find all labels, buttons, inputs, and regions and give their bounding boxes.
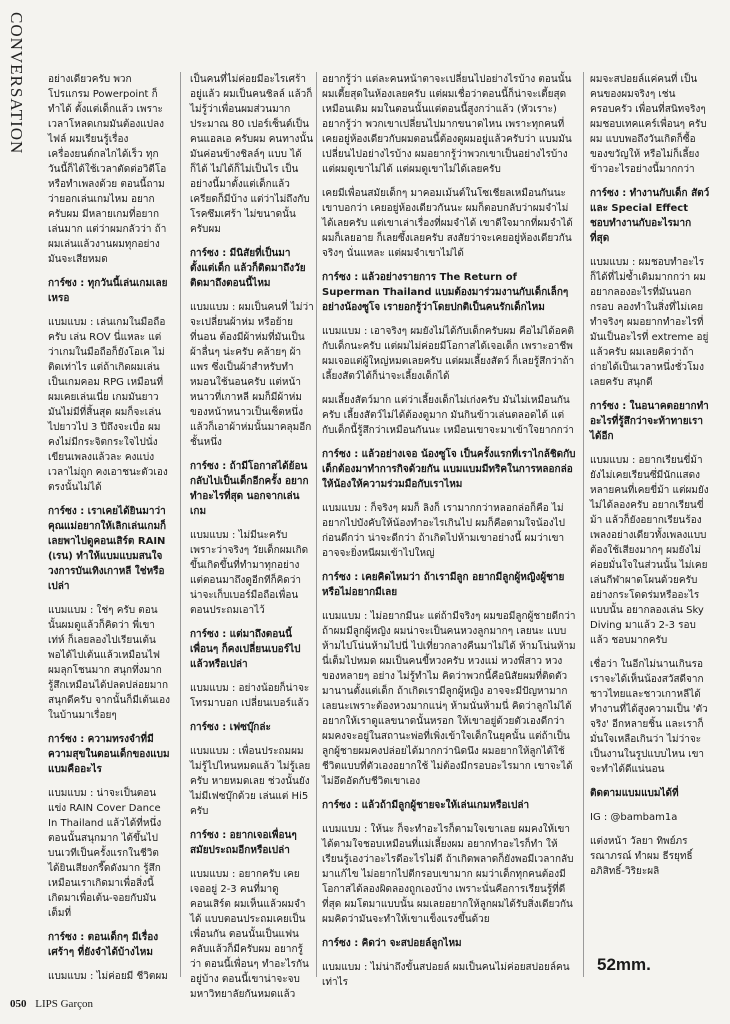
page-number: 050	[10, 998, 27, 1010]
article-paragraph: แบมแบม : ไม่น่าถึงขั้นสปอยล์ ผมเป็นคนไม่ค่อยสปอยล์คนเท่าไร	[322, 962, 570, 988]
interview-question: การ์ซง : มีนิสัยที่เป็นมาตั้งแต่เด็ก แล้วก็ติดมาถึงวัยติดมาถึงตอนนี้ไหม	[190, 248, 306, 289]
interview-question: การ์ซง : แต่มาถึงตอนนี้ เพื่อนๆ ก็คงเปลี่ยนเบอร์ไปแล้วหรือเปล่า	[190, 629, 301, 670]
interview-question: การ์ซง : เราเคยได้ยินมาว่าคุณแม่อยากให้เลิกเล่นเกมก็เลยพาไปดูคอนเสิร์ต RAIN (เรน) ทำให้แบมแบมสนใจวงการบันเทิงเกาหลี ใช่หรือเปล่า	[48, 506, 167, 592]
interview-question: การ์ซง : เฟซบุ๊กล่ะ	[190, 722, 271, 733]
section-label-text: CONVERSATION	[7, 12, 26, 155]
interview-question: การ์ซง : อยากเจอเพื่อนๆ สมัยประถมอีกหรือเปล่า	[190, 830, 297, 856]
article-paragraph: เชื่อว่า ในอีกไม่นานเกินรอ เราจะได้เห็นน้องสวัสดีจากชาวไทยและชาวเกาหลีได้ทำงานที่ได้สูงความเป็น 'ตัวจริง' อีกหลายชิ้น และเราก็มั่นใจเหลือเกินว่า ไม่ว่าจะเป็นงานในรูปแบบไหน เขาจะทำได้ดีแน่นอน	[590, 659, 708, 775]
article-paragraph: แบมแบม : ผมชอบทำอะไรก็ได้ที่ไม่ซ้ำเดิมมากกว่า ผมอยากลองอะไรที่มันนอกกรอบ ลองทำในสิ่งที่ไม่เคยทำจริงๆ ผมอยากทำอะไรที่มันเป็นอะไรที่ extreme อยู่แล้วครับ ผมเลยคิดว่าถ้าถ่ายได้เป็นเวลาหนึ่งชั่วโมงเลยครับ สนุกดี	[590, 257, 709, 388]
interview-question: การ์ซง : คิดว่า จะสปอยล์ลูกไหม	[322, 938, 462, 949]
article-paragraph: แบมแบม : ก็จริงๆ ผมก็ ลิงก็ เรามากกว่าหลอกล่อก็คือ ไม่อยากไปบังคับให้น้องทำอะไรเกินไป ผมก็คือตามใจน้องไปก่อนดีกว่า น่าจะดีกว่า ถ้าเกิดไปห้ามเขาอย่างนี้ ผมว่าเขาอาจจะยิ่งหนีผมเข้าไปใหญ่	[322, 503, 565, 559]
article-paragraph: แบมแบม : ไม่ค่อยมี ชีวิตผม	[48, 971, 168, 982]
interview-question: การ์ซง : ความทรงจำที่มีความสุขในตอนเด็กของแบมแบมคืออะไร	[48, 734, 170, 775]
article-paragraph: แบมแบม : ไม่อยากมีนะ แต่ถ้ามีจริงๆ ผมขอมีลูกผู้ชายดีกว่า ถ้าผมมีลูกผู้หญิง ผมน่าจะเป็นคนหวงลูกมากๆ เลยนะ แบบห้ามไปโน่นห้ามไปนี่ ไปเที่ยวกลางคืนมาไม่ได้ ห้ามโน่นห้ามนี่เต็มไปหมด ผมเป็นคนขี้หวงครับ หวงแม่ หวงพี่สาว หวงของหลายๆ อย่าง ไม่รู้ทำไม คิดว่าพวกนี้คือนิสัยผมที่ติดตัวมานานตั้งแต่เด็ก ถ้าเกิดเรามีลูกผู้หญิง อาจจะมีปัญหามากเลยนะเพราะต้องหวงมากแน่ๆ ห้ามนั่นห้ามนี่ คิดว่าลูกไม่ได้อยากให้เราดูแลขนาดนั้นหรอก ให้เขาอยู่ด้วยตัวเองดีกว่า ผมคงจะอยู่ในสถานะพ่อที่เพิ่งเข้าใจเด็กในยุคนั้น แต่ถ้าเป็นลูกผู้ชายผมคงปล่อยได้มากกว่านิดนึง ผมอยากให้ลูกได้ใช้ชีวิตแบบที่ตัวเองอยากใช้ ไม่ต้องมีกรอบอะไรมาก เขาจะได้ไม่อึดอัดกับชีวิตเขาเอง	[322, 611, 576, 787]
article-paragraph: แบมแบม : อย่างน้อยก็น่าจะโทรมาบอก เปลี่ยนเบอร์แล้ว	[190, 683, 310, 709]
interview-question: การ์ซง : ทำงานกับเด็ก สัตว์ และ Special Effect ชอบทำงานกับอะไรมากที่สุด	[590, 188, 710, 244]
interview-question: การ์ซง : แล้วถ้ามีลูกผู้ชายจะให้เล่นเกมหรือเปล่า	[322, 800, 530, 811]
column-divider	[316, 72, 317, 977]
article-paragraph: แบมแบม : ใช่ๆ ครับ ตอนนั้นผมดูแล้วก็คิดว่า พี่เขาเท่ห์ ก็เลยลองไปเรียนเต้น พอได้ไปเต้นแล้วเหมือนไฟ ผมลุกโชนมาก สนุกทึ่งมาก รู้สึกเหมือนได้ปลดปล่อยมาก สนุกดีครับ จากนั้นก็มีเต้นเองในบ้านมาเรื่อยๆ	[48, 605, 170, 721]
interview-question: การ์ซง : ทุกวันนี้เล่นเกมเลยเหรอ	[48, 278, 168, 304]
article-paragraph: เคยมีเพื่อนสมัยเด็กๆ มาคอมเม้นต์ในโซเชียลเหมือนกันนะ เขาบอกว่า เคยอยู่ห้องเดียวกันนะ ผมก็ตอบกลับว่าผมจำไม่ได้เลยครับ แต่เขาเล่าเรื่องที่ผมจำได้ เขาดีใจมากที่ผมจำได้ ผมก็เลยอาย ก็เลยซึ้งเลยครับ สงสัยว่าจะเคยอยู่ห้องเดียวกันจริงๆ นั่นแหละ แต่ผมจำเขาไม่ได้	[322, 188, 573, 259]
interview-question: ติดตามแบมแบมได้ที่	[590, 788, 679, 799]
interview-question: การ์ซง : เคยคิดไหมว่า ถ้าเรามีลูก อยากมีลูกผู้หญิงผู้ชาย หรือไม่อยากมีเลย	[322, 572, 565, 598]
article-paragraph: IG : @bambam1a	[590, 812, 678, 823]
article-paragraph: อย่างเดียวครับ พวกโปรแกรม Powerpoint ก็ทำได้ ตั้งแต่เด็กแล้ว เพราะเวลาโหลดเกมมันต้องแปลงไฟล์ ผมเรียนรู้เรื่องเครื่องยนต์กลไกได้เร็ว ทุกวันนี้ก็ได้ใช้เวลาตัดต่อวิดีโอ หรือทำเพลงด้วย ตอนนี้ถามว่ายอกเล่นเกมไหม อยากครับผม มีหลายเกมที่อยากเล่นมาก แต่ว่าผมกลัวว่า ถ้าผมเล่นแล้วงานผมทุกอย่างมันจะเสียหมด	[48, 74, 167, 265]
interview-question: การ์ซง : ในอนาคตอยากทำอะไรที่รู้สึกว่าจะท้าทายเราได้อีก	[590, 401, 709, 442]
article-paragraph: ผมเลี้ยงสัตว์มาก แต่ว่าเลี้ยงเด็กไม่เก่งครับ มันไม่เหมือนกันครับ เลี้ยงสัตว์ไม่ได้ต้องดูมาก มันกินข้าวเล่นตลอดได้ แต่กับเด็กนี้รู้สึกว่าเหมือนกันนะ เหมือนเขาจะมาเข้าใจยากกว่า	[322, 395, 574, 436]
article-paragraph: อยากรู้ว่า แต่ละคนหน้าตาจะเปลี่ยนไปอย่างไรบ้าง ตอนนั้นผมเตี้ยสุดในห้องเลยครับ แต่ผมเชื่อว่าตอนนี้ก็น่าจะเตี้ยสุดเหมือนเดิม ผมในตอนนั้นแต่ตอนนี้สูงกว่าแล้ว (หัวเราะ) อยากรู้ว่า พวกเขาเปลี่ยนไปมากขนาดไหน เพราะทุกคนที่เคยอยู่ห้องเดียวกับผมตอนนี้ต้องดูผมอยู่แล้วครับว่า แบมมันเปลี่ยนไปอย่างไรบ้าง ผมอยากรู้ว่าพวกเขาเป็นอย่างไรบ้าง แต่ผมดูเขาไม่ได้ แต่ผมดูเขาไม่ได้เลยครับ	[322, 74, 572, 175]
interview-question: การ์ซง : แล้วอย่างเจอ น้องซูโจ เป็นครั้งแรกที่เราไกล้ชิดกับเด็กต้องมาทำการกิจด้วยกัน แบมแบมมีทริคในการหลอกล่อให้น้องให้ความร่วมมือกับเราไหม	[322, 449, 576, 490]
article-paragraph: ผมจะสปอยล์แค่คนที่ เป็นคนของผมจริงๆ เช่น ครอบครัว เพื่อนที่สนิทจริงๆ ผมชอบเทคแคร์เพื่อนๆ ครับผม แบบพอถึงวันเกิดก็ซื้อของขวัญให้ หรือไม่ก็เลี้ยงข้าวอะไรอย่างนี้มากกว่า	[590, 74, 707, 175]
article-paragraph: เป็นคนที่ไม่ค่อยมีอะไรเศร้าอยู่แล้ว ผมเป็นคนชิลล์ แล้วก็ไม่รู้ว่าเพื่อนผมส่วนมากประมาณ 80 เปอร์เซ็นต์เป็นคนแอลเอ ครับผม คนทางนั้นมันค่อนข้างชิลล์ๆ แบบ ได้ก็ได้ ไม่ได้ก็ไม่เป็นไร เป็นอย่างนี้มาตั้งแต่เด็กแล้ว เครียดก็มีบ้าง แต่ว่าไม่ถึงกับโรคซึมเศร้า ไม่ขนาดนั้นครับผม	[190, 74, 314, 235]
article-paragraph: แต่งหน้า วัลยา ทิพย์ภรรณาภรณ์ ทำผม ธีรยุทธิ์ อภิสิทธิ์-วิริยะผลิ	[590, 836, 693, 877]
size-label: 52mm.	[597, 955, 651, 974]
article-column-2	[190, 72, 314, 1000]
article-paragraph: แบมแบม : เพื่อนประถมผมไม่รู้ไปไหนหมดแล้ว ไม่รู้เลยครับ หายหมดเลย ช่วงนั้นยังไม่มีเฟซบุ๊กด้วย เล่นแต่ Hi5 ครับ	[190, 746, 311, 817]
article-paragraph: แบมแบม : น่าจะเป็นตอนแข่ง RAIN Cover Dance In Thailand แล้วได้ที่หนึ่ง ตอนนั้นสนุกมาก ได้ขึ้นไปบนเวทีเป็นครั้งแรกในชีวิต ได้ยินเสียงกรี๊ดดังมาก รู้สึกเหมือนเราเกิดมาเพื่อสิ่งนี้ เกิดมาเพื่อเต้น-จอยกับมันเต็มที่	[48, 788, 162, 919]
article-paragraph: แบมแบม : ผมเป็นคนที่ ไม่ว่าจะเปลี่ยนผ้าห่ม หรือย้ายที่นอน ต้องมีผ้าห่มที่มันเป็นผ้าลื่นๆ น่ะครับ คล้ายๆ ผ้าแพร ซึ่งเป็นผ้าสำหรับทำหมอนใช้นอนครับ แต่หน้าหนาวที่เกาหลี ผมก็มีผ้าห่มของหน้าหนาวเป็นเซ็ตหนึ่ง แล้วก็เอาผ้าห่มนั้นมาคลุมอีกชั้นหนึ่ง	[190, 302, 314, 448]
article-column-3	[322, 72, 576, 988]
section-label	[4, 12, 34, 182]
interview-question: การ์ซง : แล้วอย่างรายการ The Return of Superman Thailand แบมต้องมาร่วมงานกับเด็กเล็กๆ อย่างน้องซูโจ เรายอกรู้ว่าโดยปกติเป็นคนรักเด็กไหม	[322, 272, 569, 313]
article-paragraph: แบมแบม : เอาจริงๆ ผมยังไม่ได้กับเด็กครับผม คือไม่ได้อคติกับเด็กนะครับ แต่ผมไม่ค่อยมีโอกาสได้เจอเด็ก เพราะอาชีพผมเจอแต่ผู้ใหญ่หมดเลยครับ แต่ผมเลี้ยงสัตว์ ก็เลยรู้สึกว่าถ้าเลี้ยงสัตว์ได้ก็น่าจะเลี้ยงเด็กได้	[322, 326, 575, 382]
interview-question: การ์ซง : ตอนเด็กๆ มีเรื่องเศร้าๆ ที่ยังจำได้บ้างไหม	[48, 932, 159, 958]
article-paragraph: แบมแบม : อยากเรียนขี่ม้า ยังไม่เคยเรียนซึ่มีนักแสดงหลายคนที่เคยขี่ม้า แต่ผมยังไม่ได้ลองครับ อยากเรียนขี่ม้า แล้วก็ยังอยากเรียนร้องเพลงอย่างเดียวทั้งเพลงแบบ ต้องใช้เสียงมากๆ ผมยังไม่ค่อยมั่นใจในส่วนนั้น ไม่เคยเล่นกีฬาผาดโผนด้วยครับ อย่างกระโดดร่มหรืออะไรแบบนั้น อยากลองเล่น Sky Diving มาแล้ว 2-3 รอบแล้ว ชอบมากครับ	[590, 455, 709, 646]
column-divider	[583, 72, 584, 977]
column-divider	[180, 72, 181, 977]
page-footer	[10, 998, 93, 1010]
article-paragraph: แบมแบม : เล่นเกมในมือถือครับ เล่น ROV นี่แหละ แต่ว่าเกมในมือถือก็ยังโอเค ไม่ติดเท่าไร แต่ถ้าเกิดผมเล่นเป็นเกมคอม RPG เหมือนที่ผมเคยเล่นเนี่ย เกมมันยาว มันไม่มีที่สิ้นสุด ผมก็จะเล่นไปยาวไป 3 ปีถึงจะเบื่อ ผมคงไม่มีกระจิตกระใจไปนั่งเขียนเพลงแล้วละ คงแบ่งเวลาไม่ถูก คงเอาชนะตัวเองตรงนั้นไม่ได้	[48, 317, 168, 493]
article-paragraph: แบมแบม : อยากครับ เคยเจออยู่ 2-3 คนที่มาดูคอนเสิร์ต ผมเห็นแล้วผมจำได้ แบบตอนประถมเคยเป็นเพื่อนกัน ตอนนั้นเป็นแฟนคลับแล้วก็มีครับผม อยากรู้ว่า ตอนนี้เพื่อนๆ ทำอะไรกันอยู่บ้าง ตอนนี้เขาน่าจะจบมหาวิทยาลัยกันหมดแล้ว	[190, 869, 309, 1000]
article-paragraph: แบมแบม : ไม่มีนะครับ เพราะว่าจริงๆ วัยเด็กผมเกิดขึ้นเกิดขึ้นที่ทำมาทุกอย่าง แต่ตอนมาถึงดูอีกทีก็คิดว่า น่าจะเก็บเบอร์มือถือเพื่อนตอนประถมเอาไว้	[190, 530, 309, 616]
magazine-name: LIPS Garçon	[35, 998, 93, 1010]
interview-question: การ์ซง : ถ้ามีโอกาสได้ย้อนกลับไปเป็นเด็กอีกครั้ง อยากทำอะไรที่สุด นอกจากเล่นเกม	[190, 461, 309, 517]
article-column-1	[48, 72, 170, 982]
article-column-4	[590, 72, 710, 977]
article-paragraph: แบมแบม : ให้นะ ก็จะทำอะไรก็ตามใจเขาเลย ผมคงให้เขาได้ตามใจชอบเหมือนที่แม่เลี้ยงผม อยากทำอะไรก็ทำ ให้เรียนรู้เองว่าอะไรดีอะไรไม่ดี ถ้าเกิดพลาดก็ยังพอมีเวลากลับมาแก้ไข ไม่อยากไปตีกรอบเขามาก ผมว่าเด็กทุกคนต้องมีโอกาสได้ลองผิดลองถูกเองบ้าง เพราะนั่นคือการเรียนรู้ที่ดีที่สุด ผมโตมาแบบนั้น ผมเลยอยากให้ลูกผมได้รับสิ่งเดียวกัน ผมคิดว่ามันจะทำให้เขาแข็งแรงขึ้นด้วย	[322, 824, 574, 925]
